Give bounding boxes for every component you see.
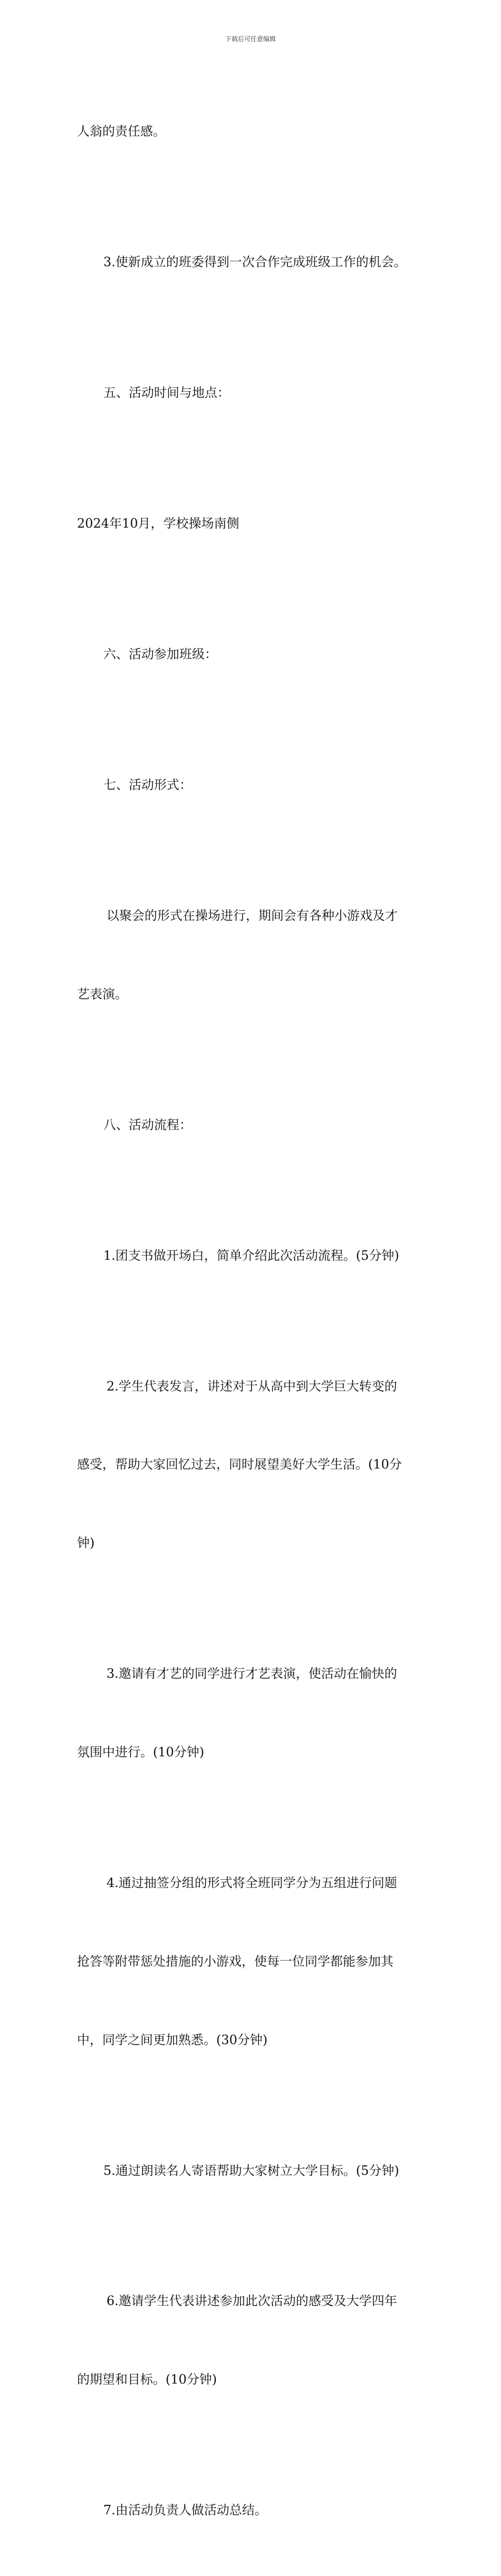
paragraph-goal-3 bbox=[77, 197, 426, 328]
heading-process bbox=[77, 1060, 426, 1191]
text-line: 3.邀请有才艺的同学进行才艺表演，使活动在愉快的 bbox=[107, 1666, 397, 1681]
process-step-3 bbox=[77, 1609, 426, 1818]
process-step-1 bbox=[77, 1191, 426, 1321]
text-line: 感受，帮助大家回忆过去，同时展望美好大学生活。(10分 bbox=[77, 1457, 402, 1472]
heading-participants bbox=[77, 589, 426, 720]
text-line: 以聚会的形式在操场进行，期间会有各种小游戏及才 bbox=[107, 908, 398, 923]
heading-time-place bbox=[77, 328, 426, 459]
paragraph-responsibility bbox=[77, 66, 426, 197]
document-body bbox=[77, 66, 426, 2576]
text-line: 艺表演。 bbox=[77, 986, 128, 1002]
text-line: 七、活动形式： bbox=[103, 777, 192, 793]
text-line: 氛围中进行。(10分钟) bbox=[77, 1745, 205, 1760]
process-step-7 bbox=[77, 2445, 426, 2576]
text-line: 2024年10月，学校操场南侧 bbox=[77, 516, 239, 531]
text-line: 抢答等附带惩处措施的小游戏，使每一位同学都能参加其 bbox=[77, 1953, 393, 1969]
text-line: 3.使新成立的班委得到一次合作完成班级工作的机会。 bbox=[103, 255, 407, 270]
process-step-4 bbox=[77, 1818, 426, 2106]
process-step-2 bbox=[77, 1321, 426, 1609]
text-line: 1.团支书做开场白，简单介绍此次活动流程。(5分钟) bbox=[103, 1248, 399, 1263]
page-header: 下载后可任意编辑 bbox=[225, 35, 276, 43]
text-line: 八、活动流程： bbox=[103, 1117, 192, 1132]
text-line: 6.邀请学生代表讲述参加此次活动的感受及大学四年 bbox=[107, 2293, 397, 2309]
text-line: 钟) bbox=[77, 1535, 95, 1551]
heading-format bbox=[77, 720, 426, 851]
text-line: 人翁的责任感。 bbox=[77, 124, 166, 139]
text-line: 5.通过朗读名人寄语帮助大家树立大学目标。(5分钟) bbox=[103, 2163, 399, 2178]
text-line: 五、活动时间与地点： bbox=[103, 385, 230, 401]
text-line: 4.通过抽签分组的形式将全班同学分为五组进行问题 bbox=[107, 1875, 397, 1890]
text-line: 2.学生代表发言，讲述对于从高中到大学巨大转变的 bbox=[107, 1378, 397, 1394]
text-line: 的期望和目标。(10分钟) bbox=[77, 2372, 217, 2387]
text-line: 中，同学之间更加熟悉。(30分钟) bbox=[77, 2032, 268, 2047]
paragraph-date-location bbox=[77, 459, 426, 589]
text-line: 六、活动参加班级： bbox=[103, 647, 217, 662]
paragraph-format bbox=[77, 851, 426, 1060]
process-step-6 bbox=[77, 2236, 426, 2445]
text-line: 7.由活动负责人做活动总结。 bbox=[103, 2503, 267, 2518]
process-step-5 bbox=[77, 2105, 426, 2236]
